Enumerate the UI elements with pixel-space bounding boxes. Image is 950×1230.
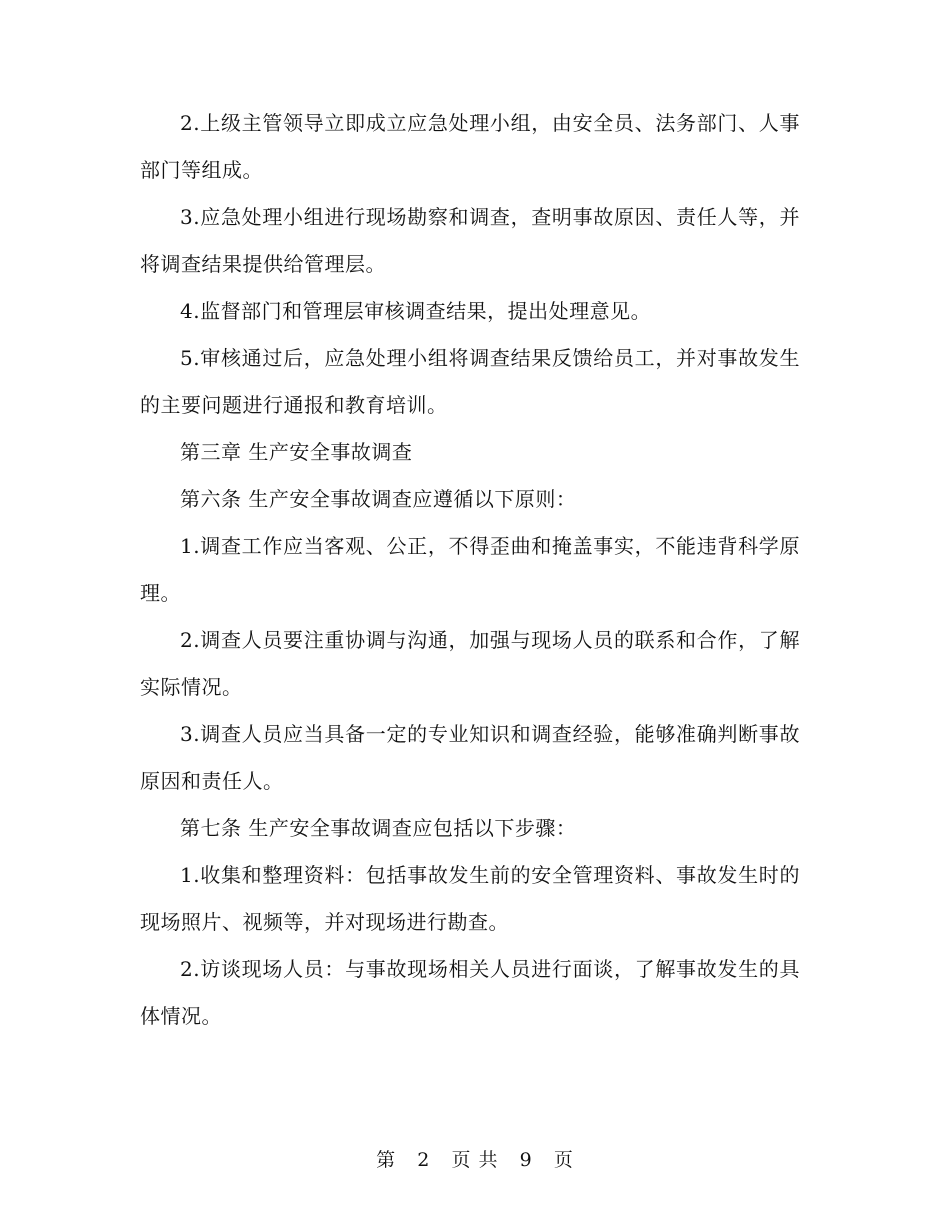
paragraph: 2.调查人员要注重协调与沟通，加强与现场人员的联系和合作，了解实际情况。 [140, 628, 800, 699]
article-heading: 第六条 生产安全事故调查应遵循以下原则： [180, 487, 577, 511]
paragraph: 1.收集和整理资料：包括事故发生前的安全管理资料、事故发生时的现场照片、视频等，并对现场进行勘查。 [140, 863, 800, 934]
paragraph: 5.审核通过后，应急处理小组将调查结果反馈给员工，并对事故发生的主要问题进行通报和教育培训。 [140, 346, 800, 417]
article-heading: 第七条 生产安全事故调查应包括以下步骤： [180, 816, 577, 840]
page-label-prefix: 第 [376, 1149, 397, 1171]
page-label-suffix: 页 [553, 1149, 574, 1171]
paragraph: 2.访谈现场人员：与事故现场相关人员进行面谈，了解事故发生的具体情况。 [140, 957, 800, 1028]
document-body [140, 100, 800, 1040]
paragraph: 2.上级主管领导立即成立应急处理小组，由安全员、法务部门、人事部门等组成。 [140, 111, 800, 182]
chapter-heading: 第三章 生产安全事故调查 [180, 440, 413, 464]
paragraph: 1.调查工作应当客观、公正，不得歪曲和掩盖事实，不能违背科学原理。 [140, 534, 800, 605]
paragraph: 3.调查人员应当具备一定的专业知识和调查经验，能够准确判断事故原因和责任人。 [140, 722, 800, 793]
page-label-mid: 页 共 [451, 1149, 499, 1171]
current-page-number: 2 [417, 1149, 431, 1171]
total-pages-number: 9 [519, 1149, 533, 1171]
page-footer [0, 1148, 950, 1172]
paragraph: 4.监督部门和管理层审核调查结果，提出处理意见。 [180, 299, 652, 323]
paragraph: 3.应急处理小组进行现场勘察和调查，查明事故原因、责任人等，并将调查结果提供给管理层。 [140, 205, 800, 276]
